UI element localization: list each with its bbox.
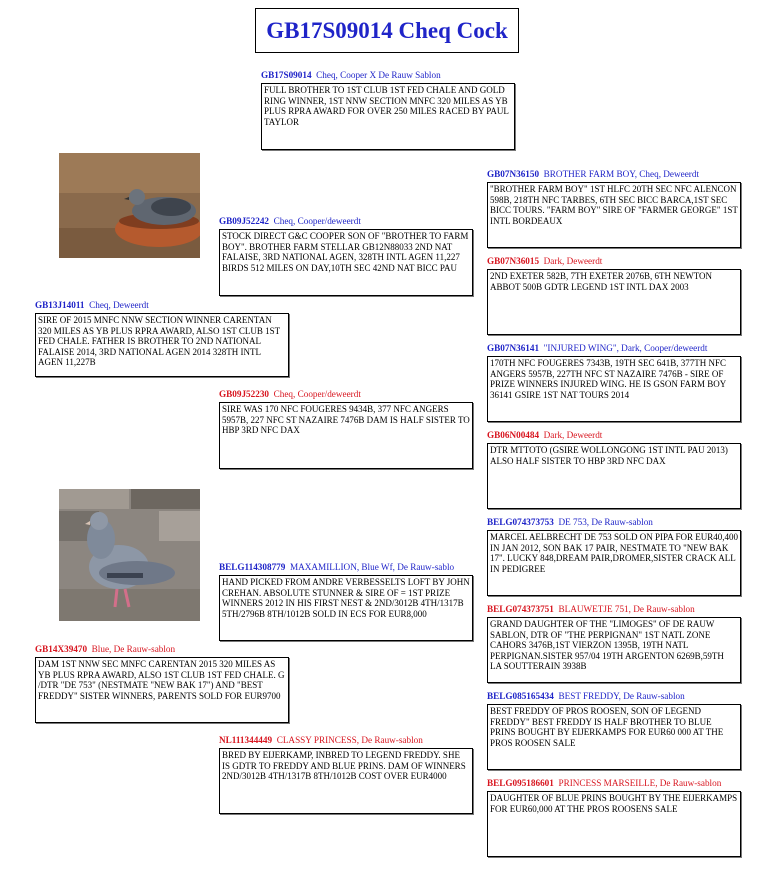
- page-title: GB17S09014 Cheq Cock: [255, 8, 519, 53]
- sd-dam-ring: GB06N00484: [487, 430, 540, 440]
- dd-sire-notes: BEST FREDDY OF PROS ROOSEN, SON OF LEGEND FREDDY" BEST FREDDY IS HALF BROTHER TO BLUE PRINS BOUGHT BY EIJERKAMPS FOR EUR60 000 AT THE PROS ROOSEN SALE: [487, 704, 741, 770]
- subject-notes: FULL BROTHER TO 1ST CLUB 1ST FED CHALE AND GOLD RING WINNER, 1ST NNW SECTION MNFC 320 MILES AS YB PLUS RPRA AWARD FOR OVER 250 MILES RACED BY PAUL TAYLOR: [261, 83, 515, 150]
- sire-ring: GB13J14011: [35, 300, 85, 310]
- dd-dam-notes: DAUGHTER OF BLUE PRINS BOUGHT BY THE EIJERKAMPS FOR EUR60,000 AT THE PROS ROOSENS SALE: [487, 791, 741, 857]
- dam-sire-header: [219, 562, 454, 573]
- ss-sire-header: [487, 169, 699, 180]
- dd-dam-header: [487, 778, 721, 789]
- ss-dam-notes: 2ND EXETER 582B, 7TH EXETER 2076B, 6TH NEWTON ABBOT 500B GDTR LEGEND 1ST INTL DAX 2003: [487, 269, 741, 335]
- dd-sire-ring: BELG085165434: [487, 691, 554, 701]
- sire-photo: [59, 153, 200, 258]
- sd-sire-ring: GB07N36141: [487, 343, 540, 353]
- dam-sire-desc: MAXAMILLION, Blue Wf, De Rauw-sablo: [289, 562, 455, 572]
- sd-dam-desc: Dark, Deweerdt: [543, 430, 603, 440]
- dam-photo: [59, 489, 200, 621]
- dam-sire-ring: BELG114308779: [219, 562, 286, 572]
- sire-desc: Cheq, Deweerdt: [89, 300, 149, 310]
- pigeon-in-nest-image: [59, 153, 200, 258]
- dd-sire-header: [487, 691, 685, 702]
- subject-ring: GB17S09014: [261, 70, 312, 80]
- sire-dam-ring: GB09J52230: [219, 389, 270, 399]
- sire-sire-desc: Cheq, Cooper/deweerdt: [273, 216, 361, 226]
- sire-dam-notes: SIRE WAS 170 NFC FOUGERES 9434B, 377 NFC ANGERS 5957B, 227 NFC ST NAZAIRE 7476B DAM IS HALF SISTER TO HBP 3RD NFC DAX: [219, 402, 473, 469]
- pigeon-standing-image: [59, 489, 200, 621]
- dam-sire-notes: HAND PICKED FROM ANDRE VERBESSELTS LOFT BY JOHN CREHAN. ABSOLUTE STUNNER & SIRE OF = 1ST PRIZE WINNERS 2012 IN HIS FIRST NEST & 2ND/3012B 4TH/1317B 5TH/2796B 8TH/1012B SOLD IN ECS FOR EUR8,000: [219, 575, 473, 641]
- dd-sire-desc: BEST FREDDY, De Rauw-sablon: [558, 691, 685, 701]
- sire-sire-header: [219, 216, 361, 227]
- ds-dam-notes: GRAND DAUGHTER OF THE "LIMOGES" OF DE RAUW SABLON, DTR OF "THE PERPIGNAN" 1ST NATL ZONE CAHORS 3476B,1ST VIERZON 1395B, 19TH NATL PERPIGNAN.SISTER 957/04 19TH ARGENTON 6269B,59TH LA SOUTTERAIN 3938B: [487, 617, 741, 683]
- dd-dam-desc: PRINCESS MARSEILLE, De Rauw-sablon: [558, 778, 722, 788]
- subject-header: [261, 70, 441, 81]
- dam-ring: GB14X39470: [35, 644, 88, 654]
- sire-notes: SIRE OF 2015 MNFC NNW SECTION WINNER CARENTAN 320 MILES AS YB PLUS RPRA AWARD, ALSO 1ST CLUB 1ST FED CHALE. FATHER IS BROTHER TO 2ND NATIONAL FALAISE 2014, 3RD NATIONAL AGEN 2014 328TH INTL AGEN 11,227B: [35, 313, 289, 377]
- sire-dam-header: [219, 389, 361, 400]
- ds-sire-desc: DE 753, De Rauw-sablon: [558, 517, 653, 527]
- ds-sire-notes: MARCEL AELBRECHT DE 753 SOLD ON PIPA FOR EUR40,400 IN JAN 2012, SON BAK 17 PAIR, NESTMATE TO "NEW BAK 17". LUCKY 848,DREAM PAIR,DROMER,SISTER CRACK ALL IN PEDIGREE: [487, 530, 741, 596]
- sire-sire-ring: GB09J52242: [219, 216, 270, 226]
- sd-sire-notes: 170TH NFC FOUGERES 7343B, 19TH SEC 641B, 377TH NFC ANGERS 5957B, 227TH NFC ST NAZAIRE 7476B - SIRE OF PRIZE WINNERS INJURED WING. HE IS GSON FARM BOY 36141 GSIRE 1ST NAT TOURS 2014: [487, 356, 741, 422]
- dam-header: [35, 644, 175, 655]
- ds-dam-ring: BELG074373751: [487, 604, 554, 614]
- sd-dam-notes: DTR MTTOTO (GSIRE WOLLONGONG 1ST INTL PAU 2013) ALSO HALF SISTER TO HBP 3RD NFC DAX: [487, 443, 741, 509]
- dam-dam-ring: NL111344449: [219, 735, 273, 745]
- ss-sire-ring: GB07N36150: [487, 169, 540, 179]
- dam-desc: Blue, De Rauw-sablon: [91, 644, 176, 654]
- sd-dam-header: [487, 430, 602, 441]
- subject-desc: Cheq, Cooper X De Rauw Sablon: [316, 70, 441, 80]
- sd-sire-header: [487, 343, 707, 354]
- sire-header: [35, 300, 149, 311]
- ss-dam-desc: Dark, Deweerdt: [543, 256, 603, 266]
- dam-dam-header: [219, 735, 423, 746]
- sd-sire-desc: "INJURED WING", Dark, Cooper/deweerdt: [543, 343, 708, 353]
- ds-dam-desc: BLAUWETJE 751, De Rauw-sablon: [558, 604, 695, 614]
- dam-dam-notes: BRED BY EIJERKAMP, INBRED TO LEGEND FREDDY. SHE IS GDTR TO FREDDY AND BLUE PRINS. DAM OF WINNERS 2ND/3012B 4TH/1317B 8TH/1012B COST OVER EUR4000: [219, 748, 473, 814]
- sire-dam-desc: Cheq, Cooper/deweerdt: [273, 389, 361, 399]
- ds-sire-header: [487, 517, 653, 528]
- ds-sire-ring: BELG074373753: [487, 517, 554, 527]
- ss-sire-notes: "BROTHER FARM BOY" 1ST HLFC 20TH SEC NFC ALENCON 598B, 218TH NFC TARBES, 6TH SEC BICC BARCA,1ST SEC BICC TOURS. "FARM BOY" SIRE OF "FARMER GEORGE" 1ST INTL BORDEAUX: [487, 182, 741, 248]
- ss-dam-ring: GB07N36015: [487, 256, 540, 266]
- dam-dam-desc: CLASSY PRINCESS, De Rauw-sablon: [276, 735, 423, 745]
- sire-sire-notes: STOCK DIRECT G&C COOPER SON OF "BROTHER TO FARM BOY". BROTHER FARM STELLAR GB12N88033 2ND NAT FALAISE, 3RD NATIONAL AGEN, 328TH INTL AGEN 11,227 BIRDS 512 MILES ON DAY,10TH SEC 42ND NAT BICC PAU: [219, 229, 473, 296]
- dd-dam-ring: BELG095186601: [487, 778, 554, 788]
- ss-sire-desc: BROTHER FARM BOY, Cheq, Deweerdt: [543, 169, 700, 179]
- ss-dam-header: [487, 256, 602, 267]
- dam-notes: DAM 1ST NNW SEC MNFC CARENTAN 2015 320 MILES AS YB PLUS RPRA AWARD, ALSO 1ST CLUB 1ST FED CHALE. G /DTR "DE 753" (NESTMATE "NEW BAK 17") AND "BEST FREDDY" SISTER WINNERS, PARENTS SOLD FOR EUR9700: [35, 657, 289, 723]
- ds-dam-header: [487, 604, 695, 615]
